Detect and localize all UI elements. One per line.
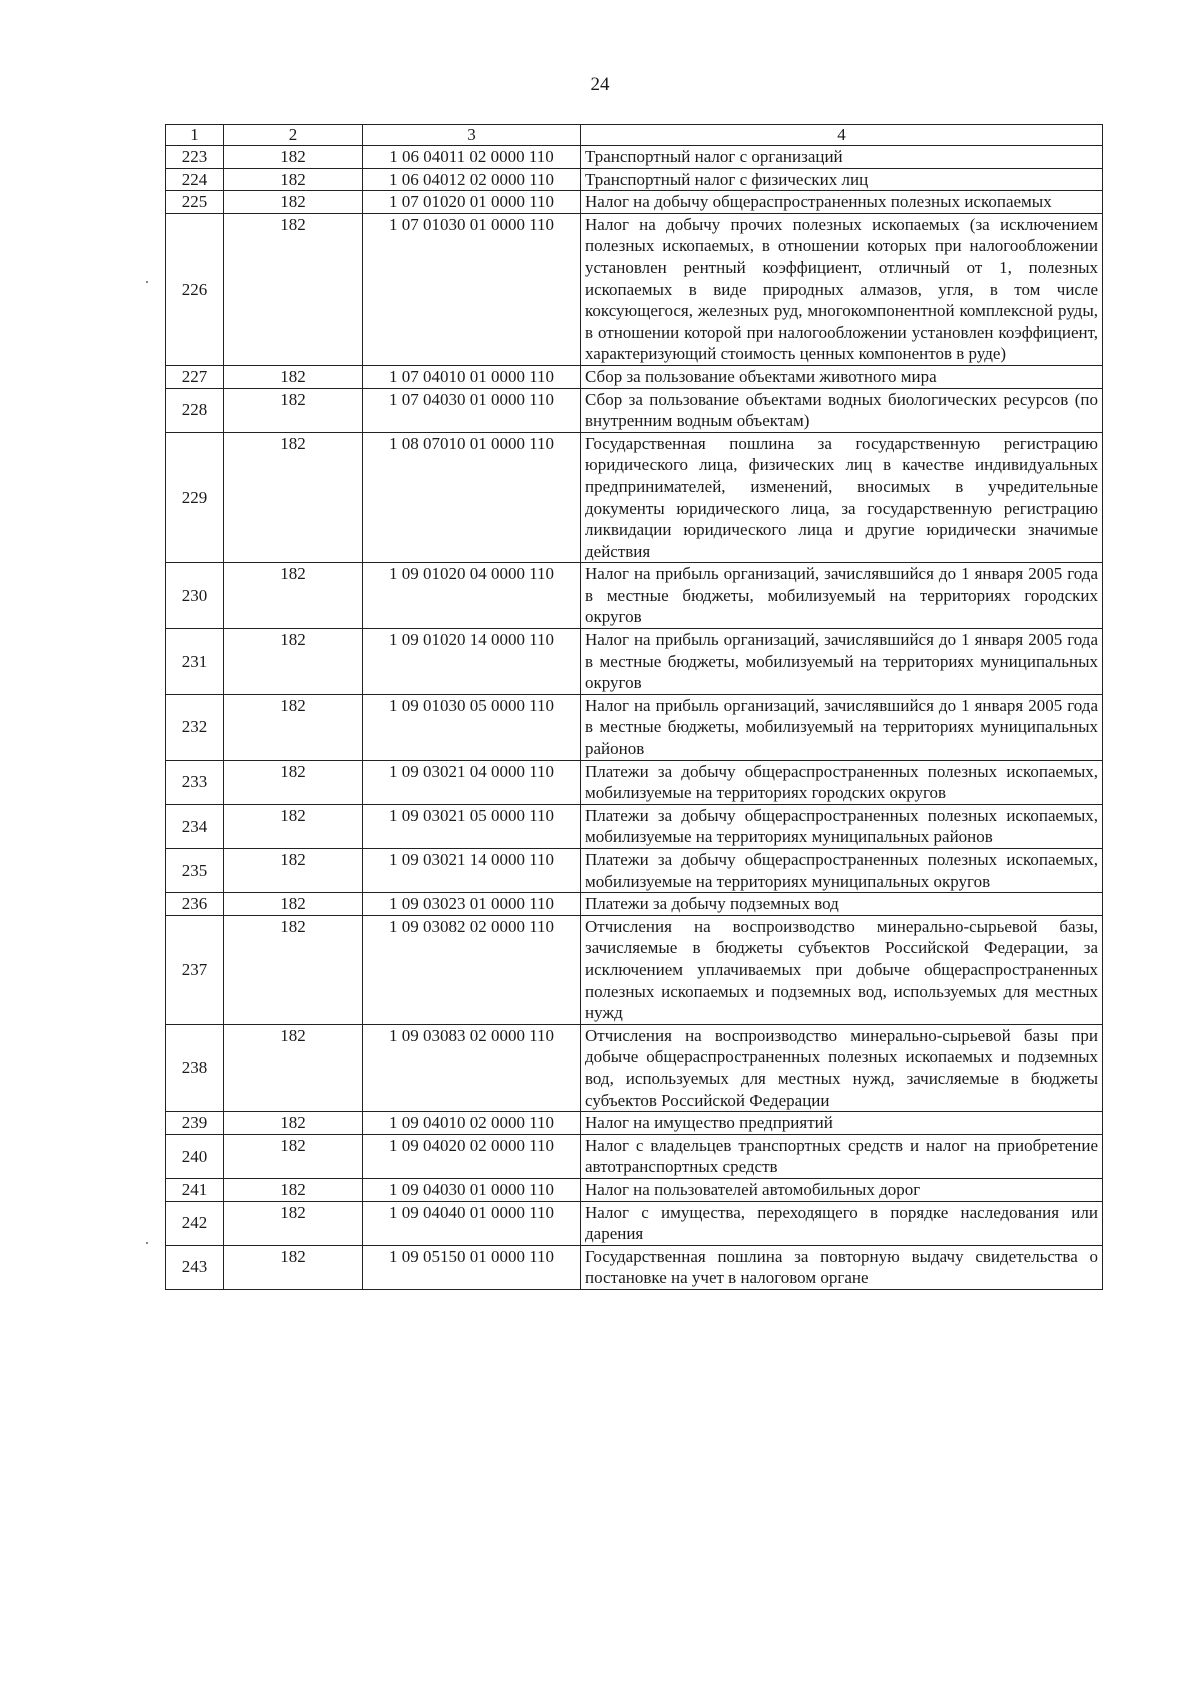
table-row [166, 804, 1103, 848]
income-name-cell: Налог на прибыль организаций, зачислявшийся до 1 января 2005 года в местные бюджеты, мобилизуемый на территориях муниципальных районов [581, 694, 1103, 760]
budget-code-cell: 1 06 04011 02 0000 110 [363, 146, 581, 169]
table-row [166, 760, 1103, 804]
budget-code-cell: 1 09 04030 01 0000 110 [363, 1178, 581, 1201]
row-number-cell: 224 [166, 168, 224, 191]
income-name-cell: Сбор за пользование объектами животного мира [581, 365, 1103, 388]
table-row [166, 432, 1103, 563]
row-number-cell: 228 [166, 388, 224, 432]
income-name-cell: Сбор за пользование объектами водных биологических ресурсов (по внутренним водным объектам) [581, 388, 1103, 432]
admin-code-cell: 182 [224, 1134, 363, 1178]
row-number-cell: 234 [166, 804, 224, 848]
row-number-cell: 225 [166, 191, 224, 214]
budget-code-cell: 1 07 04030 01 0000 110 [363, 388, 581, 432]
column-header-2: 2 [224, 125, 363, 146]
table-row [166, 563, 1103, 629]
row-number-cell: 243 [166, 1245, 224, 1289]
admin-code-cell: 182 [224, 1245, 363, 1289]
admin-code-cell: 182 [224, 168, 363, 191]
admin-code-cell: 182 [224, 191, 363, 214]
budget-code-cell: 1 09 03083 02 0000 110 [363, 1024, 581, 1111]
budget-code-cell: 1 08 07010 01 0000 110 [363, 432, 581, 563]
budget-code-cell: 1 09 01020 14 0000 110 [363, 629, 581, 695]
row-number-cell: 227 [166, 365, 224, 388]
budget-code-cell: 1 09 04020 02 0000 110 [363, 1134, 581, 1178]
budget-code-cell: 1 07 01020 01 0000 110 [363, 191, 581, 214]
income-name-cell: Налог на добычу прочих полезных ископаемых (за исключением полезных ископаемых, в отношении которых при налогообложении установлен рентный коэффициент, отличный от 1, полезных ископаемых в виде природных алмазов, угля, в том числе коксующегося, железных руд, многокомпонентной комплексной руды, в отношении которой при налогообложении установлен коэффициент, характеризующий стоимость ценных компонентов в руде) [581, 213, 1103, 365]
table-row [166, 1024, 1103, 1111]
row-number-cell: 242 [166, 1201, 224, 1245]
budget-code-cell: 1 09 04010 02 0000 110 [363, 1112, 581, 1135]
row-number-cell: 236 [166, 893, 224, 916]
table-row [166, 629, 1103, 695]
income-name-cell: Налог на имущество предприятий [581, 1112, 1103, 1135]
row-number-cell: 241 [166, 1178, 224, 1201]
income-name-cell: Налог на добычу общераспространенных полезных ископаемых [581, 191, 1103, 214]
table-row [166, 915, 1103, 1024]
income-name-cell: Налог на прибыль организаций, зачислявшийся до 1 января 2005 года в местные бюджеты, мобилизуемый на территориях муниципальных округов [581, 629, 1103, 695]
admin-code-cell: 182 [224, 915, 363, 1024]
row-number-cell: 229 [166, 432, 224, 563]
admin-code-cell: 182 [224, 1178, 363, 1201]
table-row [166, 191, 1103, 214]
budget-code-cell: 1 09 03021 04 0000 110 [363, 760, 581, 804]
table-header-row [166, 125, 1103, 146]
income-name-cell: Налог с имущества, переходящего в порядке наследования или дарения [581, 1201, 1103, 1245]
income-name-cell: Платежи за добычу общераспространенных полезных ископаемых, мобилизуемые на территориях муниципальных округов [581, 849, 1103, 893]
budget-code-cell: 1 09 03021 14 0000 110 [363, 849, 581, 893]
admin-code-cell: 182 [224, 1024, 363, 1111]
budget-code-cell: 1 07 01030 01 0000 110 [363, 213, 581, 365]
row-number-cell: 240 [166, 1134, 224, 1178]
row-number-cell: 239 [166, 1112, 224, 1135]
admin-code-cell: 182 [224, 849, 363, 893]
table-row [166, 146, 1103, 169]
row-number-cell: 233 [166, 760, 224, 804]
column-header-4: 4 [581, 125, 1103, 146]
table-row [166, 1201, 1103, 1245]
income-name-cell: Отчисления на воспроизводство минерально-сырьевой базы, зачисляемые в бюджеты субъектов Российской Федерации, за исключением уплачиваемых при добыче общераспространенных полезных ископаемых и подземных вод, используемых для местных нужд [581, 915, 1103, 1024]
income-name-cell: Платежи за добычу общераспространенных полезных ископаемых, мобилизуемые на территориях городских округов [581, 760, 1103, 804]
admin-code-cell: 182 [224, 213, 363, 365]
row-number-cell: 237 [166, 915, 224, 1024]
table-row [166, 849, 1103, 893]
income-name-cell: Транспортный налог с физических лиц [581, 168, 1103, 191]
admin-code-cell: 182 [224, 432, 363, 563]
income-codes-table [165, 124, 1103, 1290]
budget-code-cell: 1 09 03023 01 0000 110 [363, 893, 581, 916]
admin-code-cell: 182 [224, 388, 363, 432]
income-name-cell: Налог на пользователей автомобильных дорог [581, 1178, 1103, 1201]
row-number-cell: 235 [166, 849, 224, 893]
budget-code-cell: 1 06 04012 02 0000 110 [363, 168, 581, 191]
admin-code-cell: 182 [224, 1201, 363, 1245]
table-row [166, 1112, 1103, 1135]
scan-speck [146, 281, 148, 283]
budget-code-cell: 1 09 01030 05 0000 110 [363, 694, 581, 760]
column-header-1: 1 [166, 125, 224, 146]
budget-code-cell: 1 07 04010 01 0000 110 [363, 365, 581, 388]
table-row [166, 365, 1103, 388]
admin-code-cell: 182 [224, 760, 363, 804]
income-name-cell: Государственная пошлина за государственную регистрацию юридического лица, физических лиц в качестве индивидуальных предпринимателей, изменений, вносимых в учредительные документы юридического лица, за государственную регистрацию ликвидации юридического лица и другие юридически значимые действия [581, 432, 1103, 563]
table-row [166, 1245, 1103, 1289]
budget-code-cell: 1 09 03082 02 0000 110 [363, 915, 581, 1024]
admin-code-cell: 182 [224, 1112, 363, 1135]
admin-code-cell: 182 [224, 694, 363, 760]
table-row [166, 213, 1103, 365]
table-row [166, 388, 1103, 432]
admin-code-cell: 182 [224, 804, 363, 848]
budget-code-cell: 1 09 03021 05 0000 110 [363, 804, 581, 848]
row-number-cell: 238 [166, 1024, 224, 1111]
admin-code-cell: 182 [224, 893, 363, 916]
row-number-cell: 231 [166, 629, 224, 695]
income-name-cell: Платежи за добычу общераспространенных полезных ископаемых, мобилизуемые на территориях муниципальных районов [581, 804, 1103, 848]
table-row [166, 1134, 1103, 1178]
table-row [166, 168, 1103, 191]
column-header-3: 3 [363, 125, 581, 146]
income-name-cell: Транспортный налог с организаций [581, 146, 1103, 169]
income-name-cell: Налог с владельцев транспортных средств и налог на приобретение автотранспортных средств [581, 1134, 1103, 1178]
income-name-cell: Платежи за добычу подземных вод [581, 893, 1103, 916]
page-number: 24 [590, 74, 610, 95]
budget-code-cell: 1 09 04040 01 0000 110 [363, 1201, 581, 1245]
budget-code-cell: 1 09 05150 01 0000 110 [363, 1245, 581, 1289]
income-name-cell: Отчисления на воспроизводство минерально-сырьевой базы при добыче общераспространенных полезных ископаемых и подземных вод, используемых для местных нужд, зачисляемые в бюджеты субъектов Российской Федерации [581, 1024, 1103, 1111]
admin-code-cell: 182 [224, 146, 363, 169]
income-name-cell: Государственная пошлина за повторную выдачу свидетельства о постановке на учет в налоговом органе [581, 1245, 1103, 1289]
admin-code-cell: 182 [224, 563, 363, 629]
row-number-cell: 223 [166, 146, 224, 169]
admin-code-cell: 182 [224, 365, 363, 388]
budget-code-cell: 1 09 01020 04 0000 110 [363, 563, 581, 629]
admin-code-cell: 182 [224, 629, 363, 695]
table-row [166, 694, 1103, 760]
row-number-cell: 226 [166, 213, 224, 365]
scan-speck [146, 1242, 148, 1244]
row-number-cell: 232 [166, 694, 224, 760]
income-name-cell: Налог на прибыль организаций, зачислявшийся до 1 января 2005 года в местные бюджеты, мобилизуемый на территориях городских округов [581, 563, 1103, 629]
table-row [166, 893, 1103, 916]
table-row [166, 1178, 1103, 1201]
row-number-cell: 230 [166, 563, 224, 629]
